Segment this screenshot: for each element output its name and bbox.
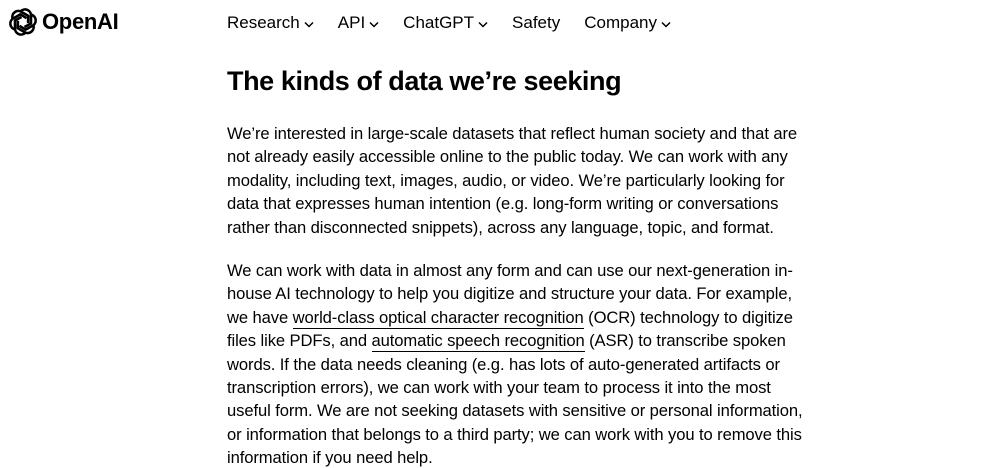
text-line <box>227 306 867 329</box>
text-line <box>227 329 867 352</box>
chevron-down-icon <box>661 12 671 34</box>
ocr-link[interactable]: world-class optical character recognition <box>292 307 584 327</box>
text-line: not already easily accessible online to the public today. We can work with any <box>227 147 788 167</box>
text-fragment: we have <box>227 307 293 327</box>
paragraph-data-forms <box>227 259 867 468</box>
nav-item-label: Research <box>227 13 300 32</box>
brand-name: OpenAI <box>42 9 119 34</box>
paragraph-data-kinds <box>227 122 867 239</box>
nav-item-company[interactable] <box>584 12 671 34</box>
text-line: transcription errors), we can work with your team to process it into the most <box>227 378 771 398</box>
nav-item-label: Safety <box>512 13 561 32</box>
text-fragment: (OCR) technology to digitize <box>583 307 793 327</box>
nav-item-chatgpt[interactable] <box>403 12 488 34</box>
chevron-down-icon <box>369 12 379 34</box>
section-heading: The kinds of data we’re seeking <box>227 66 622 96</box>
openai-logo-link[interactable] <box>8 7 118 37</box>
nav-item-safety[interactable] <box>512 12 560 34</box>
article-content <box>227 62 867 468</box>
text-line: rather than disconnected snippets), across any language, topic, and format. <box>227 217 774 237</box>
text-line: modality, including text, images, audio, or video. We’re particularly looking for <box>227 170 785 190</box>
asr-link[interactable]: automatic speech recognition <box>371 331 585 351</box>
nav-item-label: ChatGPT <box>403 13 475 32</box>
top-navigation-bar <box>0 0 986 46</box>
text-line: We’re interested in large-scale datasets that reflect human society and that are <box>227 124 798 143</box>
text-line: useful form. We are not seeking datasets with sensitive or personal information, <box>227 401 803 421</box>
text-line: data that expresses human intention (e.g. long-form writing or conversations <box>227 194 779 214</box>
text-fragment: files like PDFs, and <box>227 331 372 351</box>
nav-item-label: API <box>337 13 366 32</box>
openai-knot-icon <box>8 7 38 37</box>
text-line: information if you need help. <box>227 448 433 468</box>
nav-item-api[interactable] <box>338 12 379 34</box>
chevron-down-icon <box>304 12 314 34</box>
text-fragment: (ASR) to transcribe spoken <box>584 331 786 351</box>
text-line: or information that belongs to a third party; we can work with you to remove this <box>227 424 802 444</box>
text-line: We can work with data in almost any form and can use our next-generation in- <box>227 261 793 281</box>
chevron-down-icon <box>478 12 488 34</box>
text-line: words. If the data needs cleaning (e.g. has lots of auto-generated artifacts or <box>227 354 780 374</box>
main-nav <box>227 12 695 34</box>
text-line: house AI technology to help you digitize and structure your data. For example, <box>227 284 793 304</box>
nav-item-label: Company <box>584 13 657 32</box>
nav-item-research[interactable] <box>227 12 314 34</box>
